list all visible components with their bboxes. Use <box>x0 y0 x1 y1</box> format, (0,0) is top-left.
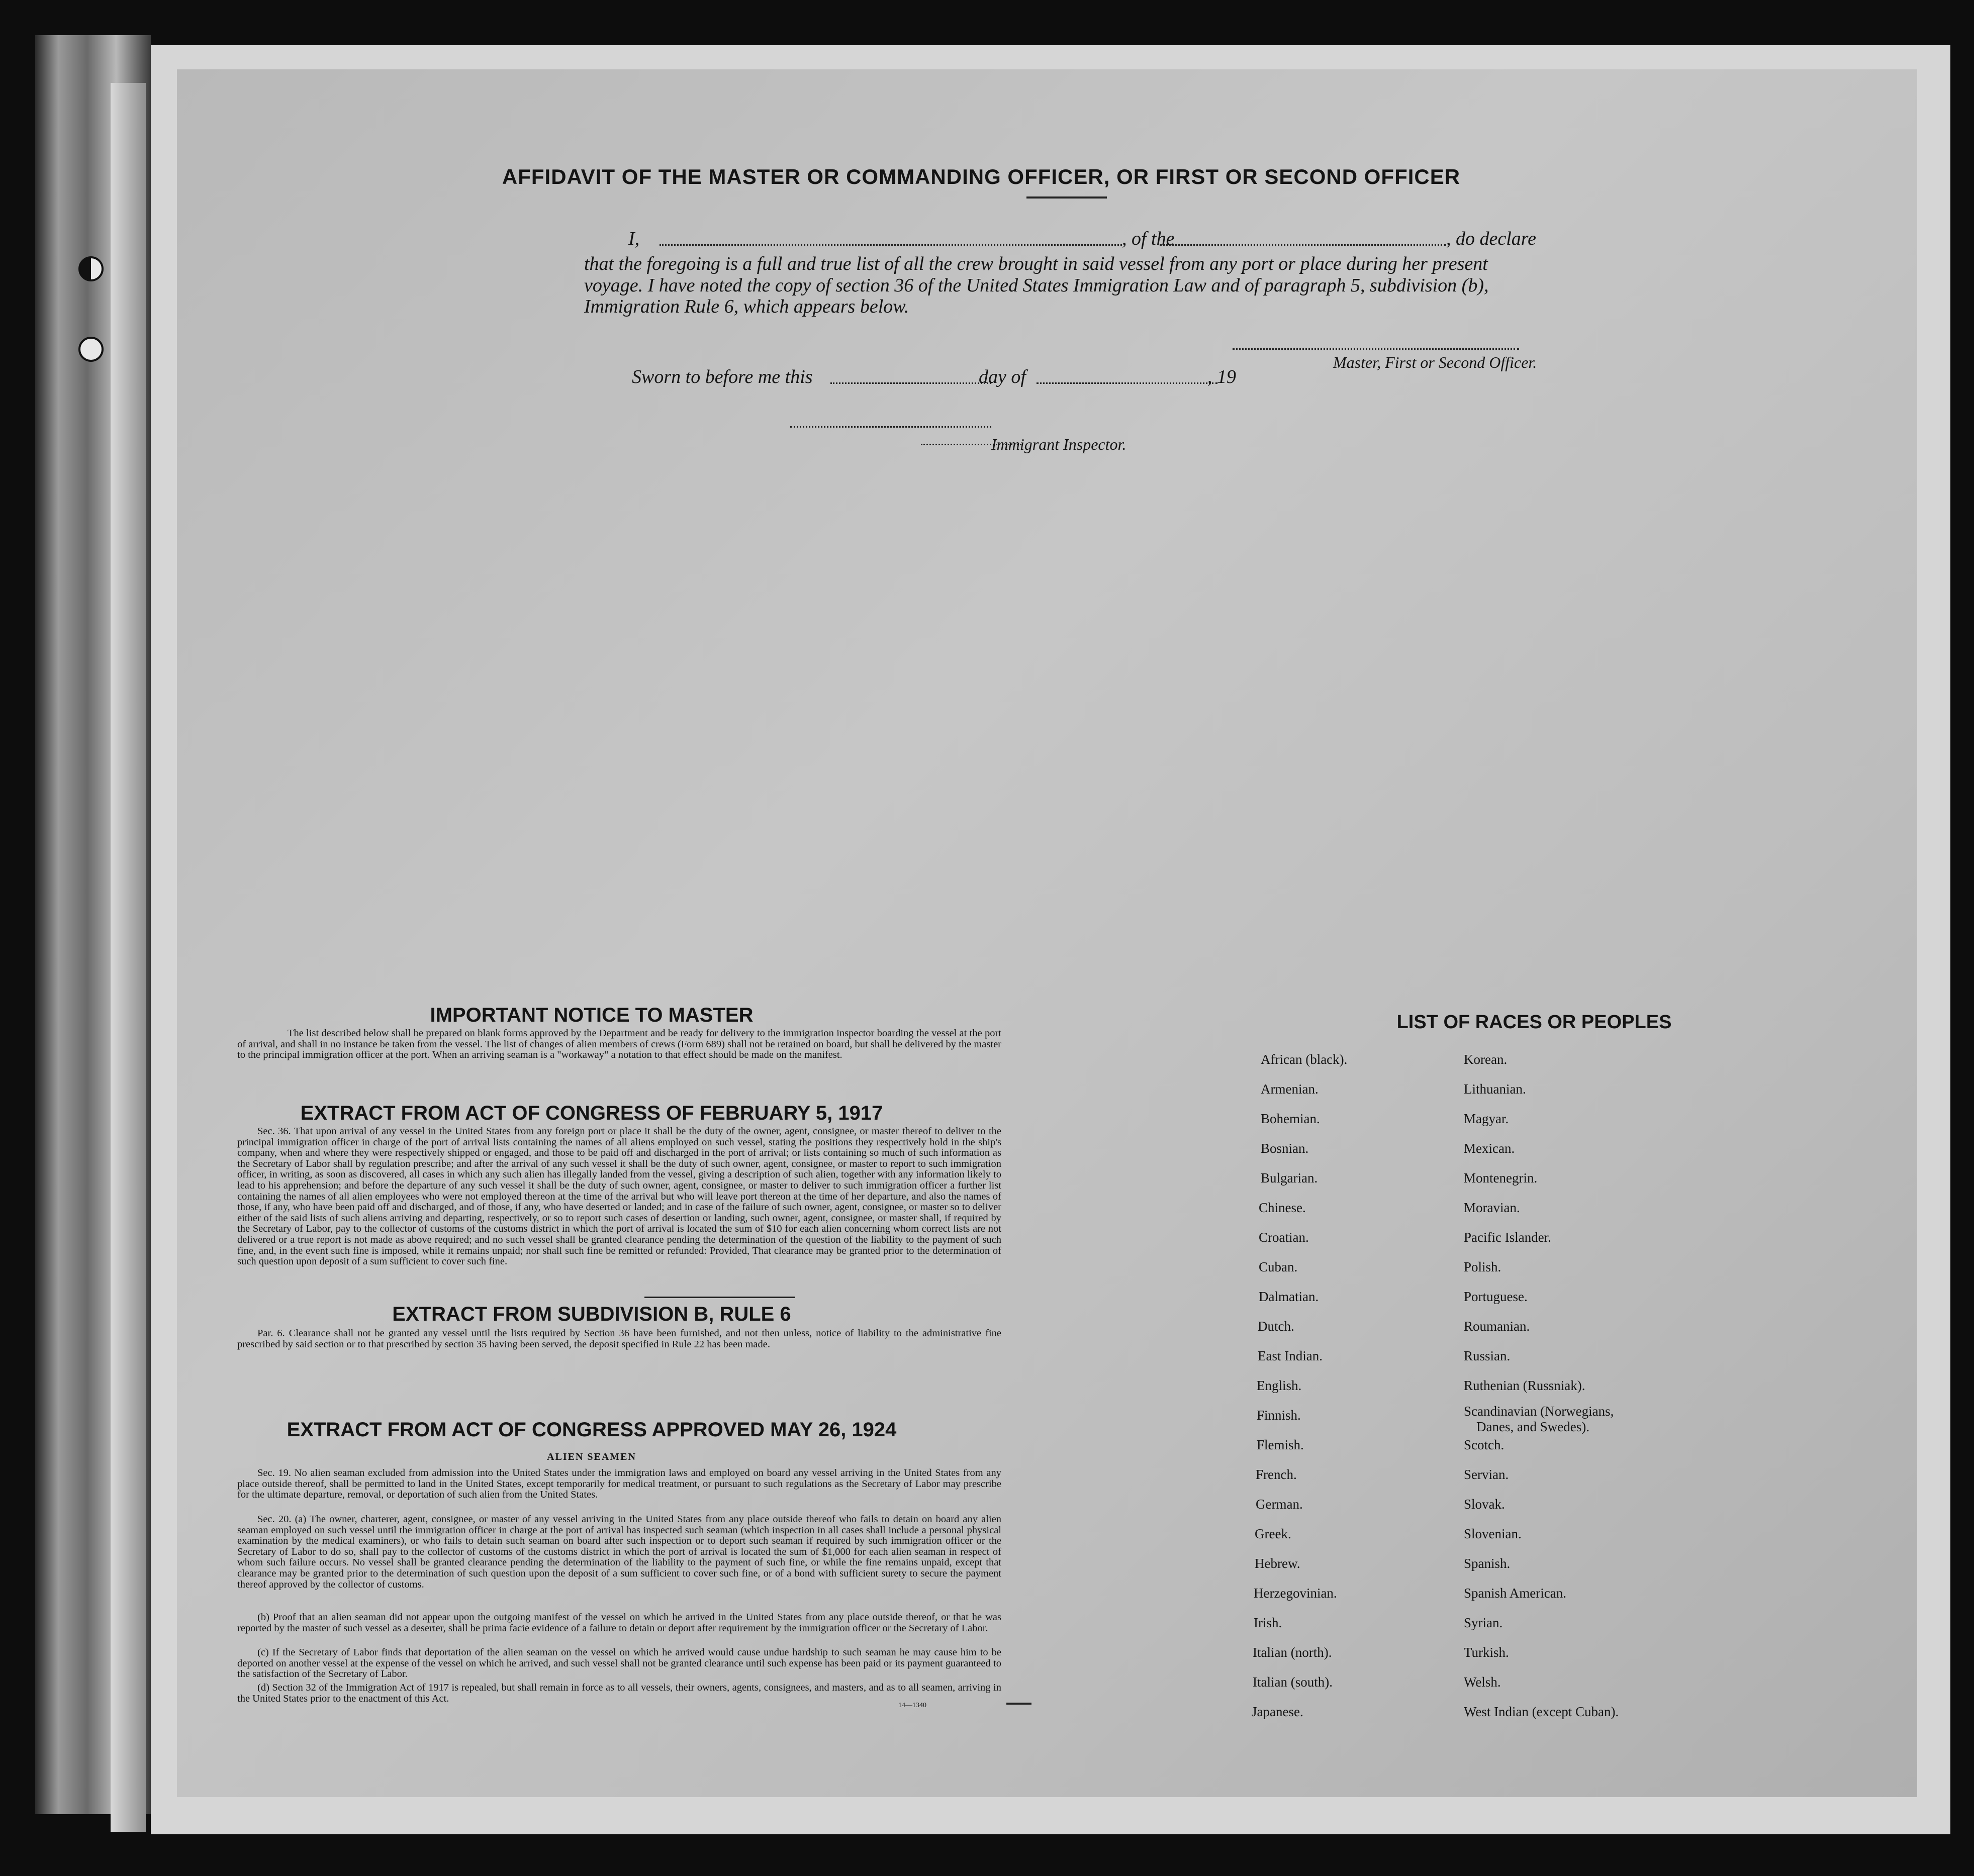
sworn-text: Sworn to before me this <box>632 366 813 387</box>
race-right: Danes, and Swedes). <box>1476 1419 1589 1434</box>
race-right: Slovenian. <box>1464 1526 1522 1541</box>
race-left: English. <box>1257 1378 1302 1393</box>
affidavit-line-4: Immigration Rule 6, which appears below. <box>584 296 909 317</box>
signature-line <box>1233 348 1519 350</box>
notice-title: IMPORTANT NOTICE TO MASTER <box>430 1004 754 1026</box>
form-number: 14—1340 <box>898 1702 926 1709</box>
race-left: Japanese. <box>1252 1704 1303 1719</box>
sec20d-text: (d) Section 32 of the Immigration Act of 1917 is repealed, but shall remain in force as to all vessels, their owners, agents, consignees, and masters, and as to all seamen, arriving in the United States prior to the enactment of this Act. <box>237 1682 1001 1704</box>
rule6-text: Par. 6. Clearance shall not be granted any vessel until the lists required by Section 36 have been furnished, and not then unless, notice of liability to the administrative fine prescribed by said section or to that prescribed by section 35 having been served, the deposit specified in Rule 22 has been made. <box>237 1328 1001 1350</box>
race-right: Portuguese. <box>1464 1289 1528 1304</box>
race-left: Bosnian. <box>1261 1141 1309 1156</box>
race-left: Armenian. <box>1261 1081 1319 1097</box>
race-right: Russian. <box>1464 1348 1511 1363</box>
sec20b-text: (b) Proof that an alien seaman did not appear upon the outgoing manifest of the vessel on which he arrived in the United States from any place outside thereof, or that he was reported by the master of such vessel as a deserter, shall be prima facie evidence of a failure to detain or deport after requirement by the immigration officer or the Secretary of Labor. <box>237 1612 1001 1634</box>
race-left: Herzegovinian. <box>1254 1586 1337 1601</box>
inspector-label: Immigrant Inspector. <box>991 435 1126 453</box>
book-binding <box>35 35 151 1814</box>
race-left: German. <box>1256 1497 1303 1512</box>
race-right: Polish. <box>1464 1259 1501 1274</box>
alien-seamen-subtitle: ALIEN SEAMEN <box>547 1451 636 1462</box>
race-left: Flemish. <box>1257 1437 1304 1452</box>
end-rule <box>1006 1703 1031 1705</box>
affidavit-declare: , do declare <box>1446 228 1537 249</box>
race-right: Syrian. <box>1464 1615 1503 1630</box>
affidavit-line-3: voyage. I have noted the copy of section 36 of the United States Immigration Law and of paragraph 5, subdivision (b), <box>584 275 1489 296</box>
race-left: Hebrew. <box>1255 1556 1300 1571</box>
race-left: Dutch. <box>1258 1319 1294 1334</box>
race-right: Roumanian. <box>1464 1319 1530 1334</box>
race-right: Lithuanian. <box>1464 1081 1526 1097</box>
race-right: Turkish. <box>1464 1645 1509 1660</box>
month-blank <box>1037 368 1217 384</box>
race-right: Spanish. <box>1464 1556 1511 1571</box>
affidavit-title: AFFIDAVIT OF THE MASTER OR COMMANDING OFFICER, OR FIRST OR SECOND OFFICER <box>502 165 1461 188</box>
extract-1917-title: EXTRACT FROM ACT OF CONGRESS OF FEBRUARY 5, 1917 <box>300 1102 883 1124</box>
race-left: Finnish. <box>1257 1408 1301 1423</box>
affidavit-line-2: that the foregoing is a full and true list of all the crew brought in said vessel from any port or place during her present <box>584 253 1488 274</box>
title-rule <box>1026 196 1107 199</box>
punch-hole-icon <box>78 256 104 281</box>
sworn-day-of: day of <box>979 366 1026 387</box>
race-left: Croatian. <box>1259 1230 1309 1245</box>
extract-1917-text: Sec. 36. That upon arrival of any vessel in the United States from any foreign port or place it shall be the duty of the owner, agent, consignee, or master thereof to deliver to the principal immigration officer in charge of the port of arrival lists containing the names of all aliens employed on such vessel, stating the positions they respectively hold in the ship's company, when and where they were respectively shipped or engaged, and those to be paid off and discharged in the port of arrival; or lists containing so much of such information as the Secretary of Labor shall by regulation prescribe; and after the arrival of any such vessel it shall be the duty of such owner, agent, consignee, or master to report to such immigration officer, in writing, as soon as discovered, all cases in which any such alien has illegally landed from the vessel, giving a description of such alien, together with any information likely to lead to his apprehension; and before the departure of any such vessel it shall be the duty of such owner, agent, consignee, or master to deliver to such immigration officer a further list containing the names of all alien employees who were not employed thereon at the time of the arrival but who will leave port thereon at the time of her departure, and also the names of those, if any, who have been paid off and discharged, and of those, if any, who have deserted or landed; and in case of the failure of such owner, agent, consignee, or master so to deliver either of the said lists of such aliens arriving and departing, respectively, or so to report such cases of desertion or landing, such owner, agent, consignee, or master shall, if required by the Secretary of Labor, pay to the collector of customs of the customs district in which the port of arrival is located the sum of $10 for each alien concerning whom correct lists are not delivered or a true report is not made as above required; and no such vessel shall be granted clearance pending the determination of the question of the liability to the payment of such fine, and, in the event such fine is imposed, while it remains unpaid; nor shall such fine be remitted or refunded: Provided, That clearance may be granted prior to the determination of such question upon deposit of a sum sufficient to cover such fine. <box>237 1126 1001 1267</box>
race-right: Magyar. <box>1464 1111 1509 1126</box>
race-left: Chinese. <box>1259 1200 1306 1215</box>
name-blank <box>660 230 1122 246</box>
race-right: Servian. <box>1464 1467 1509 1482</box>
sworn-year: , 19 <box>1207 366 1236 387</box>
race-right: West Indian (except Cuban). <box>1464 1704 1619 1719</box>
race-right: Scotch. <box>1464 1437 1505 1452</box>
signature-label: Master, First or Second Officer. <box>1333 353 1537 371</box>
race-right: Scandinavian (Norwegians, <box>1464 1404 1614 1419</box>
affidavit-i: I, <box>628 228 640 249</box>
race-left: Dalmatian. <box>1259 1289 1319 1304</box>
rule6-title: EXTRACT FROM SUBDIVISION B, RULE 6 <box>392 1303 791 1325</box>
race-left: Bulgarian. <box>1261 1170 1318 1186</box>
race-right: Welsh. <box>1464 1674 1501 1690</box>
notice-text: The list described below shall be prepared on blank forms approved by the Department and be ready for delivery to the immigration inspector boarding the vessel at the port of arrival, and shall in no instance be taken from the vessel. The list of changes of alien members of crews (Form 689) shall not be retained on board, but shall be delivered by the master to the principal immigration officer at the port. When an arriving seaman is a "workaway" a notation to that effect should be made on the manifest. <box>237 1028 1001 1061</box>
manifest-page <box>177 69 1917 1797</box>
race-right: Pacific Islander. <box>1464 1230 1551 1245</box>
race-left: French. <box>1256 1467 1297 1482</box>
race-right: Korean. <box>1464 1052 1508 1067</box>
race-right: Montenegrin. <box>1464 1170 1538 1186</box>
race-right: Moravian. <box>1464 1200 1520 1215</box>
extract-1924-title: EXTRACT FROM ACT OF CONGRESS APPROVED MAY 26, 1924 <box>287 1419 897 1441</box>
race-left: East Indian. <box>1258 1348 1323 1363</box>
inspector-top-line <box>790 426 991 428</box>
extract-rule <box>644 1297 795 1298</box>
race-right: Slovak. <box>1464 1497 1505 1512</box>
races-title: LIST OF RACES OR PEOPLES <box>1396 1012 1672 1033</box>
sec20c-text: (c) If the Secretary of Labor finds that deportation of the alien seaman on the vessel on which he arrived would cause undue hardship to such seaman he may cause him to be deported on another vessel at the expense of the vessel on which he arrived, and such vessel shall not be granted clearance until such expense has been paid or its payment guaranteed to the satisfaction of the Secretary of Labor. <box>237 1647 1001 1680</box>
race-left: African (black). <box>1261 1052 1348 1067</box>
day-blank <box>830 368 991 384</box>
race-left: Cuban. <box>1259 1259 1298 1274</box>
race-left: Italian (north). <box>1253 1645 1332 1660</box>
affidavit-of-the: , of the <box>1122 228 1175 249</box>
race-right: Spanish American. <box>1464 1586 1566 1601</box>
race-right: Mexican. <box>1464 1141 1515 1156</box>
race-left: Greek. <box>1255 1526 1291 1541</box>
sec19-text: Sec. 19. No alien seaman excluded from admission into the United States under the immigration laws and employed on board any vessel arriving in the United States from any place outside thereof, shall be permitted to land in the United States, except temporarily for medical treatment, or pursuant to such regulations as the Secretary of Labor may prescribe for the ultimate departure, removal, or deportation of such alien from the United States. <box>237 1467 1001 1501</box>
race-left: Irish. <box>1254 1615 1282 1630</box>
race-left: Italian (south). <box>1253 1674 1333 1690</box>
sec20a-text: Sec. 20. (a) The owner, charterer, agent, consignee, or master of any vessel arriving in the United States from any place outside thereof who fails to detain on board any alien seaman employed on such vessel until the immigration officer in charge at the port of arrival has inspected such seaman (which inspection in all cases shall include a personal physical examination by the medical examiners), or who fails to detain such seaman on board after such inspection or to deport such seaman if required by such immigration officer or the Secretary of Labor to do so, shall pay to the collector of customs of the customs district in which the port of arrival is located the sum of $1,000 for each alien seaman in respect of whom such failure occurs. No vessel shall be granted clearance pending the determination of the liability to the payment of such fine, or while the fine remains unpaid, except that clearance may be granted prior to the determination of such question upon the deposit of a sum sufficient to cover such fine, or of a bond with sufficient surety to secure the payment thereof approved by the collector of customs. <box>237 1514 1001 1590</box>
punch-hole-icon <box>78 337 104 362</box>
race-left: Bohemian. <box>1261 1111 1320 1126</box>
race-right: Ruthenian (Russniak). <box>1464 1378 1585 1393</box>
vessel-blank <box>1160 230 1446 246</box>
